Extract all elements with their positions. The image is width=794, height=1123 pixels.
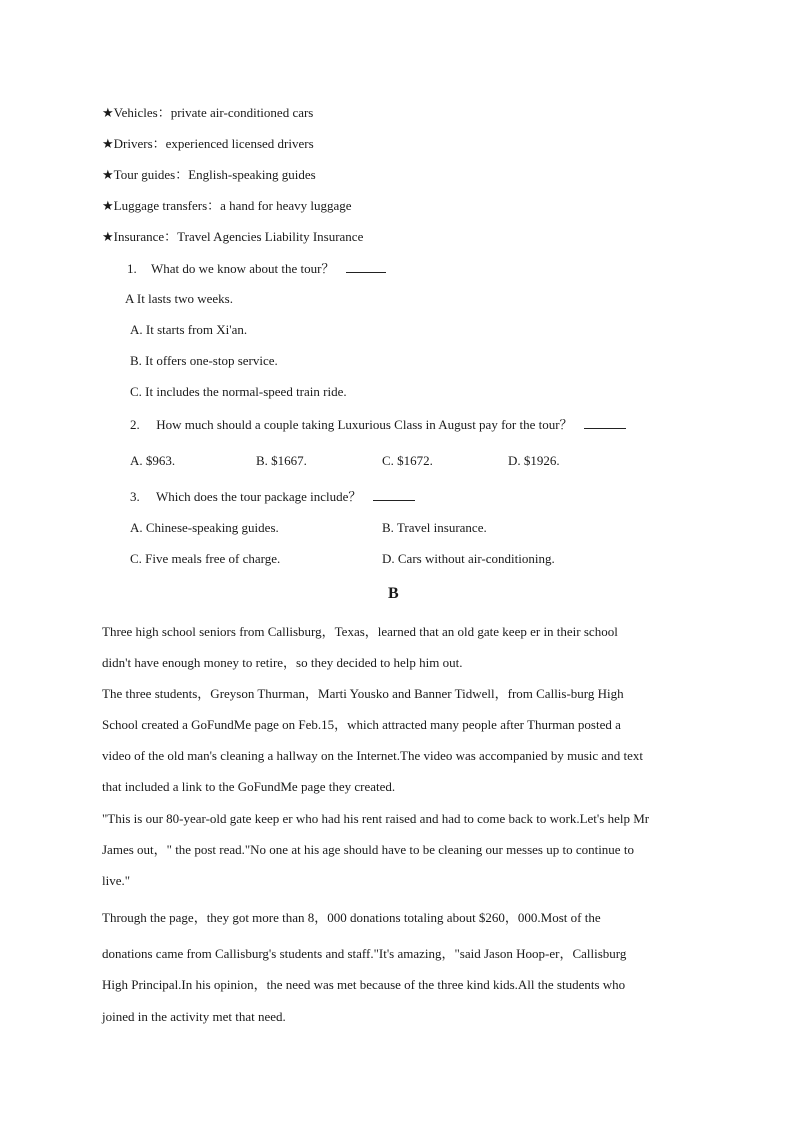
- section-heading: B: [388, 585, 399, 602]
- q2-option-b: B. $1667.: [256, 453, 307, 468]
- q2-option-a: A. $963.: [130, 453, 176, 468]
- question-2: [130, 416, 626, 433]
- q1-option-b: [130, 353, 278, 369]
- question-text: What do we know about the tour？: [151, 261, 335, 276]
- question-text: How much should a couple taking Luxurious Class in August pay for the tour？: [156, 417, 573, 432]
- q3-option-a: A. Chinese-speaking guides.: [130, 520, 279, 535]
- passage-line: School created a GoFundMe page on Feb.15，which attracted many people after Thurman posted a: [102, 717, 621, 732]
- q3-option-c: C. Five meals free of charge.: [130, 551, 281, 566]
- passage-line: video of the old man's cleaning a hallway on the Internet.The video was accompanied by music and text: [102, 748, 643, 763]
- q1-option-a: [130, 322, 247, 338]
- question-number: 1.: [127, 261, 137, 276]
- feature-vehicles: ★Vehicles：private air-conditioned cars: [102, 105, 314, 120]
- feature-luggage: ★Luggage transfers：a hand for heavy luggage: [102, 198, 352, 213]
- option-text: It includes the normal-speed train ride.: [145, 384, 347, 399]
- passage-line: Three high school seniors from Callisburg，Texas，learned that an old gate keep er in their school: [102, 624, 618, 639]
- feature-drivers: ★Drivers：experienced licensed drivers: [102, 136, 314, 151]
- passage-line: didn't have enough money to retire，so they decided to help him out.: [102, 655, 463, 670]
- feature-insurance: ★Insurance：Travel Agencies Liability Insurance: [102, 229, 364, 244]
- question-3: [130, 488, 415, 505]
- option-letter: B.: [130, 353, 142, 368]
- q2-option-c: C. $1672.: [382, 453, 433, 468]
- q3-option-b: B. Travel insurance.: [382, 520, 487, 535]
- passage-line: donations came from Callisburg's students and staff."It's amazing，"said Jason Hoop-er，Callisburg: [102, 946, 627, 961]
- answer-blank[interactable]: [584, 416, 626, 429]
- option-letter: C.: [130, 384, 142, 399]
- passage-line: that included a link to the GoFundMe page they created.: [102, 779, 396, 794]
- option-text: It offers one-stop service.: [145, 353, 278, 368]
- passage-line: The three students，Greyson Thurman，Marti Yousko and Banner Tidwell，from Callis-burg High: [102, 686, 624, 701]
- option-text: It starts from Xi'an.: [145, 322, 248, 337]
- passage-line: live.": [102, 873, 131, 888]
- q3-option-d: D. Cars without air-conditioning.: [382, 551, 555, 566]
- q1-option-c: [130, 384, 347, 400]
- question-text: Which does the tour package include？: [156, 489, 362, 504]
- passage-line: High Principal.In his opinion，the need was met because of the three kind kids.All the students who: [102, 977, 626, 992]
- q2-option-d: D. $1926.: [508, 453, 560, 468]
- passage-line: joined in the activity met that need.: [102, 1009, 286, 1024]
- question-1: [127, 260, 386, 277]
- q1-option-a-prefixed: A It lasts two weeks.: [125, 291, 233, 306]
- passage-line: James out，" the post read."No one at his age should have to be cleaning our messes up to continue to: [102, 842, 634, 857]
- question-number: 2.: [130, 417, 140, 432]
- passage-line: "This is our 80-year-old gate keep er who had his rent raised and had to come back to work.Let's help Mr: [102, 811, 650, 826]
- question-number: 3.: [130, 489, 140, 504]
- passage-line: Through the page，they got more than 8，000 donations totaling about $260，000.Most of the: [102, 910, 601, 925]
- answer-blank[interactable]: [346, 260, 386, 273]
- answer-blank[interactable]: [373, 488, 415, 501]
- feature-tour-guides: ★Tour guides：English-speaking guides: [102, 167, 316, 182]
- option-letter: A.: [130, 322, 143, 337]
